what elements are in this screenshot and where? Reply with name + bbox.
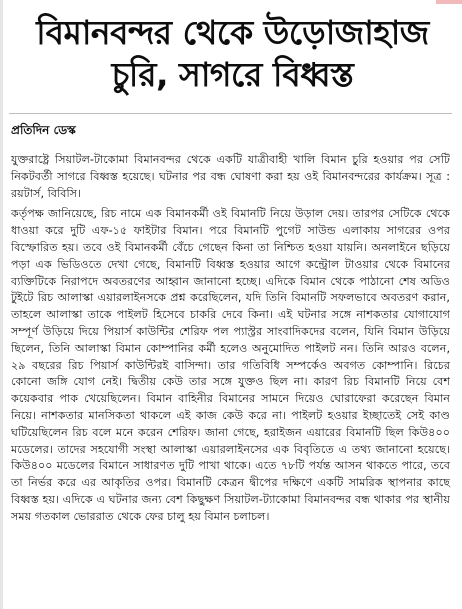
headline-line-2: চুরি, সাগরে বিধ্বস্ত (111, 55, 354, 94)
headline (9, 12, 456, 96)
paragraph: কর্তৃপক্ষ জানিয়েছে, রিচ নামে এক বিমানকর্মী ওই বিমানটি নিয়ে উড়াল দেয়। তারপর সেটিকে থেকে ধাওয়া করে দুটি এফ-১৫ ফাইটার বিমান। পরে বিমানটি পুগেট সাউন্ড এলাকায় সাগরের ওপর বিস্ফোরিত হয়। তবে ওই বিমানকর্মী বেঁচে গেছেন কিনা তা নিশ্চিত হওয়া যায়নি। অনলাইনে ছড়িয়ে পড়া এক ভিডিওতে দেখা গেছে, বিমানটি বিধ্বস্ত হওয়ার আগে কন্ট্রোল টাওয়ার থেকে বিমানের ব্যক্তিটিকে নিরাপদে অবতরণের আহ্বান জানানো হচ্ছে। এদিকে বিমান থেকে পাঠানো শেষ অডিও টুইটে রিচ আলাস্কা এয়ারলাইনসকে প্রশ্ন করেছিলেন, যদি তিনি বিমানটি সফলভাবে অবতরণ করান, তাহলে আলাস্কা তাকে পাইলট হিসেবে চাকরি দেবে কিনা। এই ঘটনার সঙ্গে নাশকতার যোগাযোগ সম্পূর্ণ উড়িয়ে দিয়ে পিয়ার্স কাউন্টির শেরিফ পল প্যাস্ট্রর সাংবাদিকদের বলেন, যিনি বিমান উড়িয়ে ছিলেন, তিনি আলাস্কা বিমান কোম্পানির কর্মী হলেও অনুমোদিত পাইলট নন। তিনি আরও বলেন, ২৯ বছরের রিচ পিয়ার্স কাউন্টিরই বাসিন্দা। তার গতিবিধি সম্পর্কেও অবগত কোম্পানি। রিচের কোনো জঙ্গি যোগ নেই। দ্বিতীয় কেউ তার সঙ্গে যুক্তও ছিল না। কারণ রিচ বিমানটি নিয়ে বেশ কয়েকবার পাক খেয়েছিলেন। বিমান বাহিনীর বিমানের সামনে দিয়েও ঘোরাফেরা করেছেন বিমান নিয়ে। নাশকতার মানসিকতা থাকলে এই কাজ কেউ করে না। পাইলট হওয়ার ইচ্ছাতেই সেই কাণ্ড ঘটিয়েছিলেন রিচ বলে মনে করেন শেরিফ। জানা গেছে, হরাইজন এয়ারের বিমানটি ছিল কিউ৪০০ মডেলের। তাদের সহযোগী সংস্থা আলাস্কা এয়ারলাইনসের এক বিবৃতিতে এ তথ্য জানানো হয়েছে। কিউ৪০০ মডেলের বিমানে সাধারণত দুটি পাখা থাকে। এতে ৭৮টি পর্যন্ত আসন থাকতে পারে, তবে তা নির্ভর করে এর আকৃতির ওপর। বিমানটি কেত্রন দ্বীপের দক্ষিণে একটি সামরিক স্থাপনার কাছে বিধ্বস্ত হয়। এদিকে এ ঘটনার জন্য বেশ কিছুক্ষণ সিয়াটল-ট্যাকোমা বিমানবন্দর বন্ধ থাকার পর স্থানীয় সময় গতকাল ভোররাত থেকে ফের চালু হয় বিমান চলাচল। (11, 207, 450, 523)
article-body (11, 152, 450, 530)
corner-color-mark (436, 0, 462, 4)
divider (9, 113, 452, 114)
paragraph: যুক্তরাষ্ট্রে সিয়াটল-টাকোমা বিমানবন্দর থেকে একটি যাত্রীবাহী খালি বিমান চুরি হওয়ার পর সেটি নিকটবর্তী সাগরে বিধ্বস্ত হয়েছে। ঘটনার পর বন্ধ ঘোষণা করা হয় ওই বিমানবন্দরের কার্যক্রম। সূত্র : রয়টার্স, বিবিসি। (11, 153, 450, 200)
byline: প্রতিদিন ডেস্ক (11, 123, 76, 137)
headline-line-1: বিমানবন্দর থেকে উড়োজাহাজ (36, 13, 429, 52)
